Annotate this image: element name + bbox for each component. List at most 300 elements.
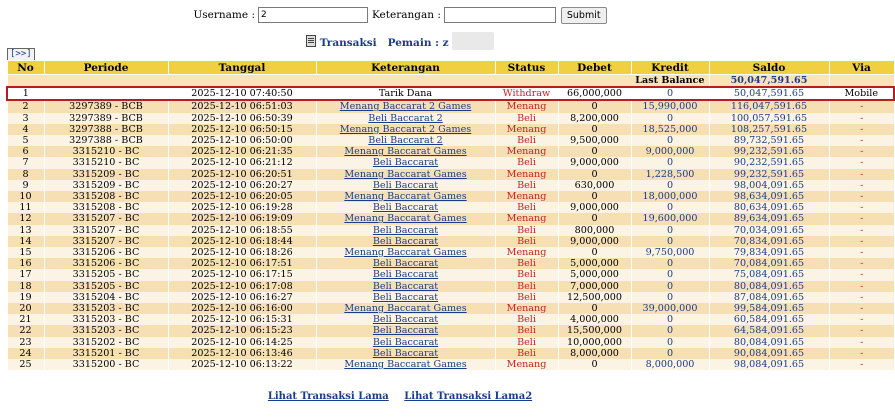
- keterangan-link[interactable]: Beli Baccarat: [372, 325, 439, 337]
- table-row: [7, 325, 894, 336]
- cell-kredit: 0: [631, 157, 709, 168]
- cell-via: -: [829, 314, 894, 325]
- username-label: Username :: [193, 9, 255, 21]
- cell-debet: 5,000,000: [558, 258, 631, 269]
- cell-via: -: [829, 236, 894, 247]
- table-row: [7, 87, 894, 100]
- cell-debet: 630,000: [558, 180, 631, 191]
- table-row: [7, 100, 894, 112]
- cell-debet: 0: [558, 213, 631, 224]
- cell-debet: 7,000,000: [558, 281, 631, 292]
- page-title: [0, 32, 800, 50]
- cell-keterangan: [316, 337, 495, 348]
- col-header-debet: Debet: [558, 61, 631, 75]
- cell-periode: 3315201 - BC: [44, 348, 168, 359]
- username-input[interactable]: [258, 7, 368, 23]
- cell-periode: 3315209 - BC: [44, 180, 168, 191]
- cell-no: 13: [7, 225, 44, 236]
- keterangan-link[interactable]: Menang Baccarat Games: [344, 146, 467, 158]
- cell-kredit: 0: [631, 292, 709, 303]
- cell-tanggal: 2025-12-10 06:17:15: [168, 269, 316, 280]
- last-balance-label: Last Balance: [7, 75, 709, 88]
- cell-debet: 9,500,000: [558, 135, 631, 146]
- table-row: [7, 281, 894, 292]
- cell-no: 14: [7, 236, 44, 247]
- cell-tanggal: 2025-12-10 06:16:27: [168, 292, 316, 303]
- cell-debet: 0: [558, 359, 631, 370]
- cell-tanggal: 2025-12-10 06:16:00: [168, 303, 316, 314]
- cell-no: 5: [7, 135, 44, 146]
- cell-kredit: 0: [631, 314, 709, 325]
- cell-no: 22: [7, 325, 44, 336]
- table-row: [7, 169, 894, 180]
- keterangan-label: Keterangan :: [371, 9, 441, 21]
- cell-tanggal: 2025-12-10 06:18:26: [168, 247, 316, 258]
- cell-status: Beli: [495, 314, 558, 325]
- cell-saldo: 75,084,091.65: [709, 269, 829, 280]
- cell-tanggal: 2025-12-10 06:15:31: [168, 314, 316, 325]
- cell-status: Beli: [495, 258, 558, 269]
- keterangan-link[interactable]: Beli Baccarat: [372, 202, 439, 214]
- cell-periode: 3315204 - BC: [44, 292, 168, 303]
- table-row: [7, 213, 894, 224]
- cell-keterangan: [316, 247, 495, 258]
- keterangan-link[interactable]: Beli Baccarat: [372, 291, 439, 303]
- cell-status: Menang: [495, 169, 558, 180]
- keterangan-link[interactable]: Beli Baccarat: [372, 224, 439, 236]
- cell-no: 24: [7, 348, 44, 359]
- cell-no: 17: [7, 269, 44, 280]
- cell-no: 15: [7, 247, 44, 258]
- cell-saldo: 80,084,091.65: [709, 337, 829, 348]
- keterangan-link[interactable]: Menang Baccarat Games: [344, 168, 467, 180]
- cell-keterangan: [316, 225, 495, 236]
- cell-debet: 0: [558, 146, 631, 157]
- col-header-tanggal: Tanggal: [168, 61, 316, 75]
- cell-tanggal: 2025-12-10 06:20:27: [168, 180, 316, 191]
- cell-via: -: [829, 258, 894, 269]
- cell-saldo: 64,584,091.65: [709, 325, 829, 336]
- cell-tanggal: 2025-12-10 06:18:44: [168, 236, 316, 247]
- col-header-saldo: Saldo: [709, 61, 829, 75]
- cell-keterangan: [316, 258, 495, 269]
- blurred-player-name: [452, 32, 494, 50]
- cell-saldo: 89,634,091.65: [709, 213, 829, 224]
- cell-no: 20: [7, 303, 44, 314]
- cell-kredit: 0: [631, 236, 709, 247]
- cell-no: 7: [7, 157, 44, 168]
- cell-saldo: 70,084,091.65: [709, 258, 829, 269]
- cell-via: -: [829, 303, 894, 314]
- cell-keterangan: [316, 292, 495, 303]
- table-row: [7, 337, 894, 348]
- cell-periode: 3315208 - BC: [44, 191, 168, 202]
- cell-status: Beli: [495, 202, 558, 213]
- last-balance-row: [7, 75, 894, 88]
- cell-debet: 0: [558, 169, 631, 180]
- cell-kredit: 0: [631, 180, 709, 191]
- cell-keterangan: Tarik Dana: [316, 87, 495, 100]
- cell-via: -: [829, 325, 894, 336]
- table-row: [7, 202, 894, 213]
- cell-debet: 0: [558, 124, 631, 135]
- table-header-row: [7, 61, 894, 75]
- cell-no: 21: [7, 314, 44, 325]
- cell-tanggal: 2025-12-10 06:13:22: [168, 359, 316, 370]
- cell-via: -: [829, 124, 894, 135]
- cell-via: -: [829, 202, 894, 213]
- cell-kredit: 0: [631, 113, 709, 124]
- cell-status: Menang: [495, 247, 558, 258]
- cell-periode: 3315207 - BC: [44, 213, 168, 224]
- keterangan-link[interactable]: Beli Baccarat: [372, 280, 439, 292]
- cell-status: Menang: [495, 359, 558, 370]
- cell-debet: 800,000: [558, 225, 631, 236]
- cell-periode: 3315202 - BC: [44, 337, 168, 348]
- cell-kredit: 9,000,000: [631, 146, 709, 157]
- cell-periode: 3315209 - BC: [44, 169, 168, 180]
- cell-status: Beli: [495, 281, 558, 292]
- cell-keterangan: [316, 213, 495, 224]
- cell-status: Menang: [495, 124, 558, 135]
- cell-periode: 3315206 - BC: [44, 247, 168, 258]
- last-balance-value: 50,047,591.65: [709, 75, 829, 88]
- player-label: Pemain : z: [387, 37, 449, 49]
- cell-kredit: 0: [631, 135, 709, 146]
- keterangan-link[interactable]: Beli Baccarat: [372, 235, 439, 247]
- expand-toggle-button[interactable]: [>>]: [7, 48, 35, 61]
- keterangan-link[interactable]: Menang Baccarat Games: [344, 303, 467, 315]
- cell-no: 4: [7, 124, 44, 135]
- cell-periode: 3315205 - BC: [44, 269, 168, 280]
- table-row: [7, 225, 894, 236]
- cell-debet: 15,500,000: [558, 325, 631, 336]
- cell-via: -: [829, 269, 894, 280]
- cell-periode: 3315206 - BC: [44, 258, 168, 269]
- cell-kredit: 0: [631, 348, 709, 359]
- cell-kredit: 18,000,000: [631, 191, 709, 202]
- keterangan-link[interactable]: Menang Baccarat Games: [344, 359, 467, 371]
- cell-saldo: 116,047,591.65: [709, 100, 829, 112]
- cell-status: Withdraw: [495, 87, 558, 100]
- keterangan-link[interactable]: Menang Baccarat 2 Games: [339, 123, 472, 135]
- cell-no: 18: [7, 281, 44, 292]
- cell-saldo: 90,232,591.65: [709, 157, 829, 168]
- cell-periode: 3315203 - BC: [44, 325, 168, 336]
- cell-tanggal: 2025-12-10 06:19:09: [168, 213, 316, 224]
- cell-keterangan: [316, 146, 495, 157]
- cell-no: 25: [7, 359, 44, 370]
- cell-periode: 3315210 - BC: [44, 146, 168, 157]
- cell-debet: 0: [558, 247, 631, 258]
- cell-kredit: 9,750,000: [631, 247, 709, 258]
- cell-no: 11: [7, 202, 44, 213]
- cell-keterangan: [316, 348, 495, 359]
- old-transactions-link[interactable]: Lihat Transaksi Lama: [267, 391, 389, 402]
- cell-kredit: 0: [631, 269, 709, 280]
- cell-debet: 66,000,000: [558, 87, 631, 100]
- cell-keterangan: [316, 281, 495, 292]
- cell-no: 12: [7, 213, 44, 224]
- cell-status: Beli: [495, 157, 558, 168]
- cell-keterangan: [316, 325, 495, 336]
- cell-saldo: 100,057,591.65: [709, 113, 829, 124]
- keterangan-link[interactable]: Menang Baccarat Games: [344, 247, 467, 259]
- table-row: [7, 258, 894, 269]
- cell-periode: 3315207 - BC: [44, 225, 168, 236]
- keterangan-link[interactable]: Menang Baccarat Games: [344, 213, 467, 225]
- table-row: [7, 180, 894, 191]
- table-row: [7, 191, 894, 202]
- keterangan-input[interactable]: [444, 7, 556, 23]
- cell-debet: 10,000,000: [558, 337, 631, 348]
- cell-saldo: 79,834,091.65: [709, 247, 829, 258]
- search-bar: [0, 4, 800, 26]
- cell-periode: 3297389 - BCB: [44, 100, 168, 112]
- cell-keterangan: [316, 314, 495, 325]
- cell-kredit: 0: [631, 202, 709, 213]
- cell-tanggal: 2025-12-10 06:18:55: [168, 225, 316, 236]
- cell-tanggal: 2025-12-10 06:13:46: [168, 348, 316, 359]
- cell-via: -: [829, 225, 894, 236]
- cell-status: Menang: [495, 191, 558, 202]
- cell-keterangan: [316, 202, 495, 213]
- cell-no: 8: [7, 169, 44, 180]
- cell-tanggal: 2025-12-10 06:20:05: [168, 191, 316, 202]
- cell-saldo: 80,634,091.65: [709, 202, 829, 213]
- cell-via: -: [829, 113, 894, 124]
- col-header-keterangan: Keterangan: [316, 61, 495, 75]
- keterangan-link[interactable]: Beli Baccarat: [372, 269, 439, 281]
- cell-via: -: [829, 180, 894, 191]
- cell-no: 9: [7, 180, 44, 191]
- cell-via: -: [829, 100, 894, 112]
- cell-periode: 3315207 - BC: [44, 236, 168, 247]
- cell-status: Beli: [495, 348, 558, 359]
- cell-periode: 3297388 - BCB: [44, 124, 168, 135]
- cell-saldo: 98,004,091.65: [709, 180, 829, 191]
- cell-keterangan: [316, 113, 495, 124]
- cell-tanggal: 2025-12-10 06:17:51: [168, 258, 316, 269]
- table-row: [7, 124, 894, 135]
- cell-saldo: 90,084,091.65: [709, 348, 829, 359]
- cell-status: Menang: [495, 303, 558, 314]
- col-header-periode: Periode: [44, 61, 168, 75]
- cell-debet: 9,000,000: [558, 236, 631, 247]
- cell-tanggal: 2025-12-10 06:51:03: [168, 100, 316, 112]
- old-transactions-2-link[interactable]: Lihat Transaksi Lama2: [404, 391, 533, 402]
- cell-periode: 3315208 - BC: [44, 202, 168, 213]
- cell-via: -: [829, 359, 894, 370]
- cell-keterangan: [316, 236, 495, 247]
- col-header-via: Via: [829, 61, 894, 75]
- cell-kredit: 19,600,000: [631, 213, 709, 224]
- cell-kredit: 15,990,000: [631, 100, 709, 112]
- cell-saldo: 87,084,091.65: [709, 292, 829, 303]
- cell-kredit: 0: [631, 337, 709, 348]
- cell-status: Beli: [495, 113, 558, 124]
- cell-no: 2: [7, 100, 44, 112]
- cell-tanggal: 2025-12-10 06:50:15: [168, 124, 316, 135]
- cell-saldo: 60,584,091.65: [709, 314, 829, 325]
- cell-via: -: [829, 135, 894, 146]
- cell-kredit: 39,000,000: [631, 303, 709, 314]
- cell-via: -: [829, 169, 894, 180]
- cell-tanggal: 2025-12-10 06:50:39: [168, 113, 316, 124]
- table-row: [7, 236, 894, 247]
- cell-no: 16: [7, 258, 44, 269]
- cell-kredit: 0: [631, 281, 709, 292]
- cell-status: Beli: [495, 325, 558, 336]
- cell-keterangan: [316, 269, 495, 280]
- cell-periode: 3297388 - BCB: [44, 135, 168, 146]
- cell-tanggal: 2025-12-10 06:19:28: [168, 202, 316, 213]
- cell-via: -: [829, 281, 894, 292]
- cell-tanggal: 2025-12-10 06:17:08: [168, 281, 316, 292]
- cell-periode: 3315210 - BC: [44, 157, 168, 168]
- keterangan-link[interactable]: Beli Baccarat: [372, 179, 439, 191]
- cell-debet: 5,000,000: [558, 269, 631, 280]
- cell-periode: 3315205 - BC: [44, 281, 168, 292]
- table-row: [7, 135, 894, 146]
- cell-via: -: [829, 157, 894, 168]
- table-row: [7, 269, 894, 280]
- cell-saldo: 50,047,591.65: [709, 87, 829, 100]
- cell-saldo: 99,232,591.65: [709, 169, 829, 180]
- table-row: [7, 146, 894, 157]
- keterangan-link[interactable]: Beli Baccarat: [372, 336, 439, 348]
- cell-debet: 8,000,000: [558, 348, 631, 359]
- cell-via: -: [829, 146, 894, 157]
- cell-keterangan: [316, 135, 495, 146]
- cell-tanggal: 2025-12-10 06:21:12: [168, 157, 316, 168]
- cell-saldo: 89,732,591.65: [709, 135, 829, 146]
- cell-periode: 3315203 - BC: [44, 314, 168, 325]
- cell-status: Beli: [495, 180, 558, 191]
- cell-via: -: [829, 213, 894, 224]
- col-header-no: No: [7, 61, 44, 75]
- cell-no: 3: [7, 113, 44, 124]
- cell-keterangan: [316, 191, 495, 202]
- cell-debet: 9,000,000: [558, 157, 631, 168]
- cell-debet: 0: [558, 100, 631, 112]
- cell-status: Menang: [495, 146, 558, 157]
- cell-kredit: 18,525,000: [631, 124, 709, 135]
- keterangan-link[interactable]: Beli Baccarat: [372, 314, 439, 326]
- cell-kredit: 8,000,000: [631, 359, 709, 370]
- cell-kredit: 0: [631, 87, 709, 100]
- transaction-table: [6, 60, 895, 370]
- keterangan-link[interactable]: Beli Baccarat 2: [368, 135, 443, 147]
- cell-tanggal: 2025-12-10 07:40:50: [168, 87, 316, 100]
- cell-saldo: 98,634,091.65: [709, 191, 829, 202]
- cell-keterangan: [316, 169, 495, 180]
- cell-status: Beli: [495, 269, 558, 280]
- cell-no: 19: [7, 292, 44, 303]
- cell-periode: 3315203 - BC: [44, 303, 168, 314]
- cell-tanggal: 2025-12-10 06:14:25: [168, 337, 316, 348]
- cell-saldo: 108,257,591.65: [709, 124, 829, 135]
- cell-keterangan: [316, 100, 495, 112]
- table-row: [7, 303, 894, 314]
- cell-saldo: 70,834,091.65: [709, 236, 829, 247]
- cell-kredit: 1,228,500: [631, 169, 709, 180]
- cell-no: 6: [7, 146, 44, 157]
- keterangan-link[interactable]: Beli Baccarat: [372, 258, 439, 270]
- cell-no: 23: [7, 337, 44, 348]
- cell-via: -: [829, 292, 894, 303]
- cell-periode: 3297389 - BCB: [44, 113, 168, 124]
- cell-kredit: 0: [631, 325, 709, 336]
- table-row: [7, 292, 894, 303]
- document-icon: [306, 35, 316, 47]
- cell-via: -: [829, 348, 894, 359]
- cell-kredit: 0: [631, 225, 709, 236]
- keterangan-link[interactable]: Beli Baccarat: [372, 157, 439, 169]
- table-row: [7, 348, 894, 359]
- keterangan-link[interactable]: Beli Baccarat: [372, 347, 439, 359]
- cell-keterangan: [316, 124, 495, 135]
- cell-saldo: 98,084,091.65: [709, 359, 829, 370]
- cell-tanggal: 2025-12-10 06:50:00: [168, 135, 316, 146]
- table-row: [7, 157, 894, 168]
- cell-tanggal: 2025-12-10 06:15:23: [168, 325, 316, 336]
- cell-via: -: [829, 247, 894, 258]
- cell-status: Beli: [495, 236, 558, 247]
- cell-status: Menang: [495, 213, 558, 224]
- cell-keterangan: [316, 180, 495, 191]
- cell-debet: 0: [558, 303, 631, 314]
- cell-debet: 12,500,000: [558, 292, 631, 303]
- submit-button[interactable]: Submit: [561, 7, 607, 24]
- keterangan-link[interactable]: Beli Baccarat 2: [368, 112, 443, 124]
- cell-status: Menang: [495, 100, 558, 112]
- cell-no: 1: [7, 87, 44, 100]
- cell-tanggal: 2025-12-10 06:20:51: [168, 169, 316, 180]
- cell-saldo: 99,584,091.65: [709, 303, 829, 314]
- cell-keterangan: [316, 157, 495, 168]
- cell-debet: 0: [558, 191, 631, 202]
- table-row: [7, 359, 894, 370]
- cell-saldo: 99,232,591.65: [709, 146, 829, 157]
- table-row: [7, 113, 894, 124]
- cell-kredit: 0: [631, 258, 709, 269]
- cell-debet: 9,000,000: [558, 202, 631, 213]
- table-row: [7, 247, 894, 258]
- cell-status: Beli: [495, 135, 558, 146]
- col-header-kredit: Kredit: [631, 61, 709, 75]
- cell-status: Beli: [495, 292, 558, 303]
- transaksi-link[interactable]: Transaksi: [319, 37, 377, 49]
- cell-saldo: 70,034,091.65: [709, 225, 829, 236]
- cell-tanggal: 2025-12-10 06:21:35: [168, 146, 316, 157]
- cell-no: 10: [7, 191, 44, 202]
- cell-debet: 8,200,000: [558, 113, 631, 124]
- cell-periode: 3315200 - BC: [44, 359, 168, 370]
- cell-via: -: [829, 337, 894, 348]
- col-header-status: Status: [495, 61, 558, 75]
- cell-saldo: 80,084,091.65: [709, 281, 829, 292]
- cell-status: Beli: [495, 225, 558, 236]
- cell-debet: 4,000,000: [558, 314, 631, 325]
- keterangan-link[interactable]: Menang Baccarat 2 Games: [339, 101, 472, 113]
- keterangan-link[interactable]: Menang Baccarat Games: [344, 191, 467, 203]
- cell-via: -: [829, 191, 894, 202]
- last-balance-via: [829, 75, 894, 88]
- footer-links: [0, 391, 800, 402]
- cell-periode: [44, 87, 168, 100]
- cell-via: Mobile: [829, 87, 894, 100]
